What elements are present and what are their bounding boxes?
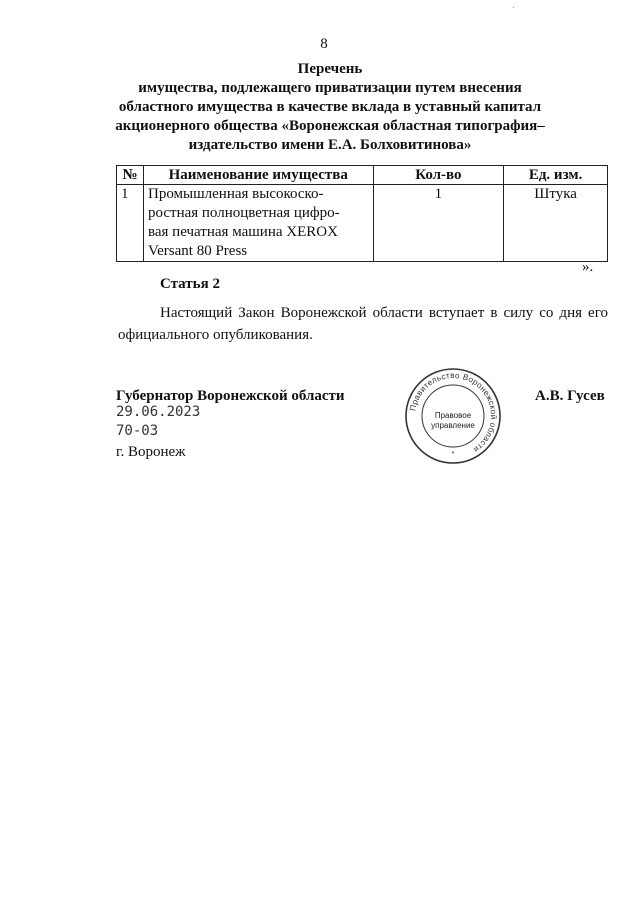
row-unit: Штука xyxy=(504,185,608,262)
article-text: Настоящий Закон Воронежской области вступает в силу со дня его официального опубликования. xyxy=(118,305,608,343)
column-header-quantity: Кол-во xyxy=(373,166,504,185)
row-quantity: 1 xyxy=(373,185,504,262)
table-header-row xyxy=(117,166,608,185)
page-number: 8 xyxy=(320,36,328,52)
property-name-line: Versant 80 Press xyxy=(147,243,248,259)
heading-line: областного имущества в качестве вклада в уставный капитал xyxy=(118,99,542,115)
signature-city: г. Воронеж xyxy=(116,444,186,460)
column-header-number: № xyxy=(117,166,144,185)
signature-date: 29.06.2023 xyxy=(116,404,201,420)
stamp-inner-line: управление xyxy=(431,421,475,430)
corner-mark: · xyxy=(512,2,515,12)
stamp-ring-text: Правительство Воронежской области xyxy=(408,370,499,455)
stamp-inner-text xyxy=(427,411,479,431)
property-name-line: ростная полноцветная цифро- xyxy=(147,205,340,221)
row-property-name xyxy=(143,185,373,262)
property-table xyxy=(116,165,608,262)
heading-line: акционерного общества «Воронежская областная типография– xyxy=(115,118,545,134)
property-name-line: Промышленная высокоско- xyxy=(147,186,324,202)
heading-line: имущества, подлежащего приватизации путем внесения xyxy=(138,80,522,96)
heading-title: Перечень xyxy=(297,61,363,77)
article-title: Статья 2 xyxy=(160,276,220,292)
row-number: 1 xyxy=(117,185,144,262)
column-header-unit: Ед. изм. xyxy=(504,166,608,185)
closing-quote: ». xyxy=(582,259,594,275)
law-number: 70-03 xyxy=(116,423,159,439)
property-name-line: вая печатная машина XEROX xyxy=(147,224,338,240)
heading-line: издательство имени Е.А. Болховитинова» xyxy=(188,137,472,153)
column-header-name: Наименование имущества xyxy=(143,166,373,185)
table-row xyxy=(117,185,608,262)
signer-title: Губернатор Воронежской области xyxy=(116,388,345,404)
signer-name: А.В. Гусев xyxy=(535,388,605,404)
official-stamp xyxy=(403,366,503,466)
stamp-inner-line: Правовое xyxy=(434,411,472,420)
document-heading xyxy=(110,60,550,155)
svg-text:*: * xyxy=(451,451,455,458)
